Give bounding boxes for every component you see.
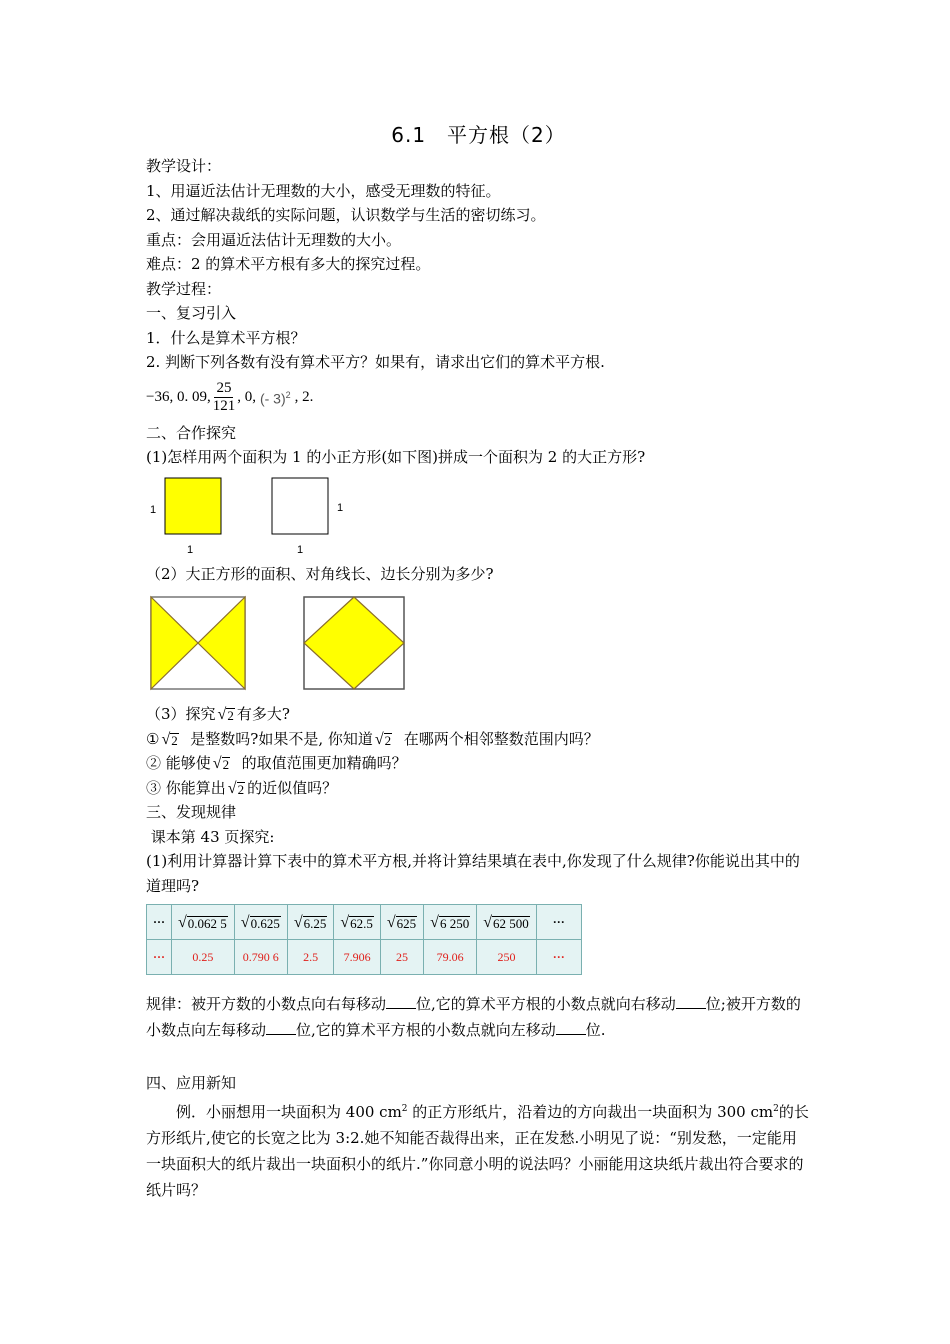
sub-question-3-start: ③ 你能算出	[146, 778, 226, 797]
sqrt-2: √ 2	[217, 706, 234, 723]
sqrt-2: √ 2	[161, 730, 178, 748]
question-2-3	[146, 702, 811, 727]
sub-question-3	[146, 776, 811, 801]
question-1-1: 1．什么是算术平方根？	[146, 328, 306, 347]
number-list	[146, 375, 811, 421]
example-part-2: 的正方形纸片，沿着边的方向裁出一块面积为 300 cm	[407, 1102, 774, 1121]
rule-part-3: 位;被开方数的小数点向左每移动	[146, 995, 801, 1039]
table-cell-dots: ···	[536, 940, 581, 975]
unit-squares-figure	[146, 474, 811, 556]
example-part-1: 例．小丽想用一块面积为 400 cm	[176, 1102, 402, 1121]
table-cell: √ 6 250	[424, 905, 477, 940]
white-unit-square	[272, 478, 328, 534]
table-cell: √ 6.25	[287, 905, 334, 940]
label-right-side: 1	[337, 501, 344, 514]
sub-question-3-end: 的近似值吗？	[247, 778, 338, 797]
question-2-2: （2）大正方形的面积、对角线长、边长分别为多少?	[146, 564, 494, 583]
answer-blank[interactable]	[676, 994, 706, 1009]
rule-part-4: 位,它的算术平方根的小数点就向左移动	[296, 1021, 556, 1039]
sqrt-2: √ 2	[374, 730, 392, 748]
power-exponent: 2	[285, 390, 291, 401]
document-page	[146, 120, 811, 1203]
fraction-numerator: 25	[216, 380, 232, 396]
key-point: 重点：会用逼近法估计无理数的大小。	[146, 230, 402, 249]
label-left-bottom: 1	[187, 543, 194, 556]
table-cell: 25	[380, 940, 423, 975]
sub-question-1-mark: ①	[146, 729, 160, 748]
table-cell: 2.5	[287, 940, 334, 975]
difficulty: 难点：2 的算术平方根有多大的探究过程。	[146, 255, 431, 273]
table-cell: 7.906	[334, 940, 381, 975]
section-1-heading: 一、复习引入	[146, 304, 237, 322]
answer-blank[interactable]	[386, 994, 416, 1009]
example-part-3: 的长方形纸片,使它的长宽之比为 3:2.她不知能否裁得出来，正在发愁.小明见了说：“别发愁，一定能用一块面积大的纸片裁出一块面积小的纸片.”你同意小明的说法吗？小丽能用这块纸片裁出符合要求的纸片吗？	[146, 1102, 809, 1199]
table-cell: 0.790 6	[234, 940, 287, 975]
section-2-heading: 二、合作探究	[146, 423, 237, 442]
question-1-2: 2. 判断下列各数有没有算术平方？如果有，请求出它们的算术平方根.	[146, 353, 605, 371]
number-list-start: −36, 0. 09,	[146, 389, 211, 406]
table-cell: √ 0.625	[234, 905, 287, 940]
section-4-heading: 四、应用新知	[146, 1074, 237, 1092]
table-cell: √ 0.062 5	[172, 905, 235, 940]
table-cell-dots: ···	[147, 940, 172, 975]
goal-2: 2、通过解决裁纸的实际问题，认识数学与生活的密切练习。	[146, 206, 546, 224]
rule-part-2: 位,它的算术平方根的小数点就向右移动	[416, 995, 676, 1013]
superscript: 2	[773, 1103, 779, 1114]
design-heading: 教学设计：	[146, 157, 222, 175]
big-squares-svg	[146, 592, 416, 694]
table-cell: √ 62.5	[334, 905, 381, 940]
answer-blank[interactable]	[266, 1020, 296, 1035]
rule-text	[146, 991, 811, 1043]
sub-question-2-end: 的取值范围更加精确吗？	[241, 754, 407, 772]
sub-question-1	[146, 727, 811, 752]
big-squares-figure	[146, 592, 811, 694]
table-cell: √ 625	[380, 905, 423, 940]
table-cell: 250	[477, 940, 537, 975]
rule-part-5: 位.	[585, 1021, 606, 1039]
goal-1: 1、用逼近法估计无理数的大小，感受无理数的特征。	[146, 181, 501, 200]
sqrt-table	[146, 904, 582, 975]
table-row-radicands	[147, 905, 582, 940]
label-right-bottom: 1	[297, 543, 304, 556]
table-cell-dots: ···	[536, 905, 581, 940]
number-list-mid: , 0,	[237, 389, 256, 406]
superscript: 2	[401, 1103, 408, 1114]
question-3-1: (1)利用计算器计算下表中的算术平方根,并将计算结果填在表中,你发现了什么规律?你能说出其中的道理吗?	[146, 852, 800, 895]
table-cell: √ 62 500	[477, 905, 537, 940]
power-base: (- 3)	[259, 391, 286, 408]
page-title: 6.1 平方根（2）	[391, 123, 566, 147]
label-left-side: 1	[150, 503, 157, 516]
answer-blank[interactable]	[556, 1020, 586, 1035]
question-2-3-end: 有多大?	[236, 705, 290, 723]
yellow-unit-square	[165, 478, 221, 534]
textbook-reference: 课本第 43 页探究:	[146, 827, 275, 846]
table-cell: 0.25	[172, 940, 235, 975]
sub-question-1-end: 在哪两个相邻整数范围内吗？	[403, 729, 599, 748]
question-2-3-start: （3）探究	[146, 705, 216, 723]
fraction	[213, 380, 236, 415]
question-2-1: (1)怎样用两个面积为 1 的小正方形(如下图)拼成一个面积为 2 的大正方形?	[146, 448, 646, 466]
rule-part-1: 规律：被开方数的小数点向右每移动	[146, 995, 387, 1013]
table-cell-dots: ···	[147, 905, 172, 940]
process-heading: 教学过程：	[146, 279, 222, 298]
sqrt-2: √ 2	[212, 755, 230, 772]
power-expression	[260, 383, 291, 411]
sub-question-1-mid: 是整数吗?如果不是, 你知道	[190, 729, 373, 748]
table-row-results	[147, 940, 582, 975]
sub-question-2-start: ② 能够使	[146, 754, 211, 772]
example-problem	[146, 1096, 811, 1203]
sqrt-2: √ 2	[227, 779, 245, 797]
section-3-heading: 三、发现规律	[146, 803, 237, 821]
table-cell: 79.06	[424, 940, 477, 975]
fraction-denominator: 121	[212, 398, 236, 414]
sub-question-2	[146, 751, 811, 776]
number-list-end: , 2.	[294, 389, 314, 406]
